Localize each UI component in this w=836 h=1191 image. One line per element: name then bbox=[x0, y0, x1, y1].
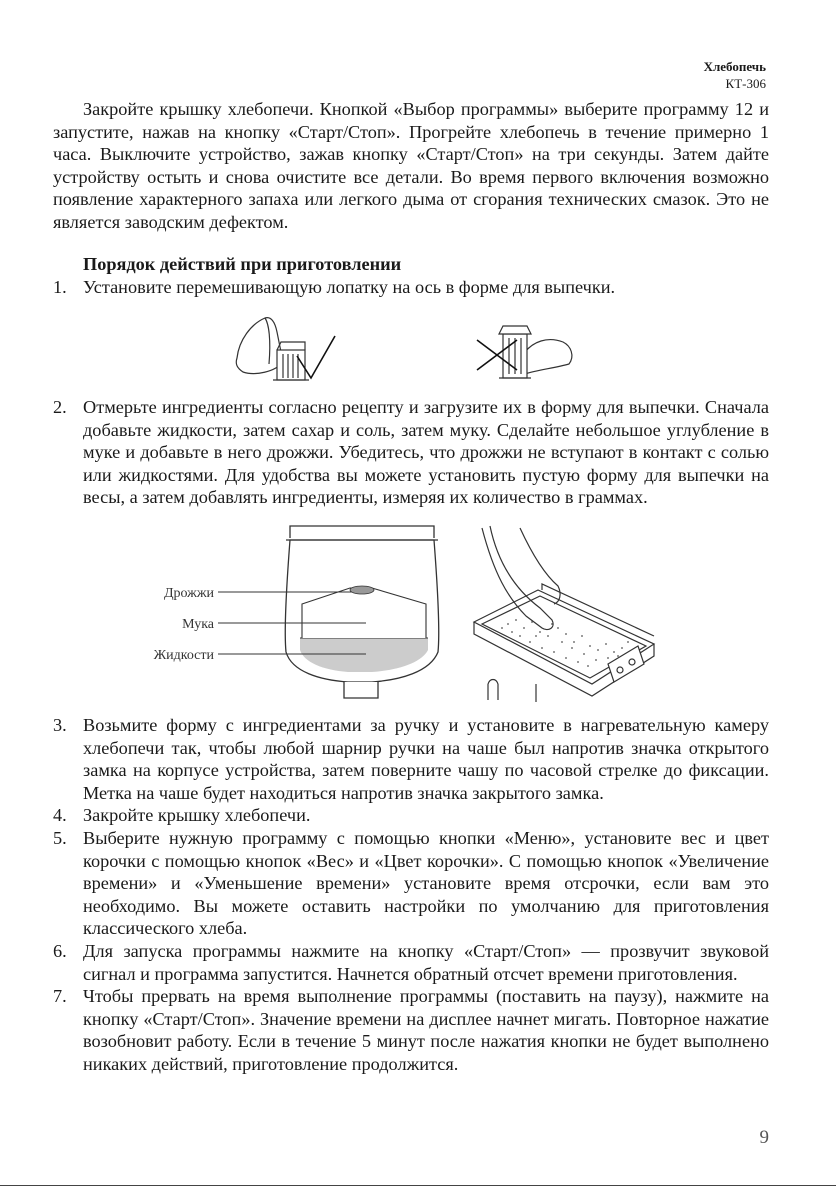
paddle-illustration bbox=[225, 312, 585, 394]
step-number: 6. bbox=[53, 941, 67, 961]
step-number: 5. bbox=[53, 828, 67, 848]
paddle-correct-figure bbox=[236, 318, 309, 380]
bottom-rule bbox=[0, 1185, 836, 1186]
yeast-mound bbox=[350, 586, 374, 594]
step-text: Отмерьте ингредиенты согласно рецепту и загрузите их в форму для выпечки. Сначала добавьте жидкости, затем сахар и соль, затем муку. Сделайте небольшое углубление в муке и добавьте в него дрожжи. Убедитесь, что дрожжи не вступают в контакт с солью или жидкостями. Для удобства вы можете установить пустую форму для выпечки на весы, а затем добавлять ингредиенты, измеряя их количество в граммах. bbox=[83, 397, 769, 508]
paddle-wrong-figure bbox=[499, 326, 572, 378]
step-3 bbox=[53, 714, 769, 804]
step-4 bbox=[53, 804, 769, 827]
step-number: 1. bbox=[53, 277, 67, 297]
step-text: Чтобы прервать на время выполнение программы (поставить на паузу), нажмите на кнопку «Старт/Стоп». Значение времени на дисплее начнет мигать. Повторное нажатие возобновит работу. Если в течение 5 минут после нажатия кнопки не будет выполнено никаких действий, приготовление продолжится. bbox=[83, 986, 769, 1074]
step-2 bbox=[53, 396, 769, 509]
step-1 bbox=[53, 276, 769, 299]
label-yeast: Дрожжи bbox=[163, 586, 214, 601]
intro-paragraph: Закройте крышку хлебопечи. Кнопкой «Выбор программы» выберите программу 12 и запустите, нажав на кнопку «Старт/Стоп». Прогрейте хлебопечь в течение примерно 1 часа. Выключите устройство, зажав кнопку «Старт/Стоп» на три секунды. Затем дайте устройству остыть и снова очистите все детали. Во время первого включения возможно появление характерного запаха или легкого дыма от сгорания технических смазок. Это не является заводским дефектом. bbox=[53, 99, 769, 232]
step-text: Выберите нужную программу с помощью кнопки «Меню», установите вес и цвет корочки с помощью кнопок «Вес» и «Цвет корочки». С помощью кнопок «Увеличение времени» и «Уменьшение времени» установите время отсрочки, если вам это необходимо. Вы можете оставить настройки по умолчанию для приготовления классического хлеба. bbox=[83, 828, 769, 939]
page-header bbox=[704, 58, 766, 92]
step-text: Для запуска программы нажмите на кнопку «Старт/Стоп» — прозвучит звуковой сигнал и программа запустится. Начнется обратный отсчет времени приготовления. bbox=[83, 941, 769, 984]
section-heading: Порядок действий при приготовлении bbox=[83, 254, 402, 274]
step-text: Закройте крышку хлебопечи. bbox=[83, 805, 311, 825]
page-number: 9 bbox=[759, 1127, 769, 1148]
step-6 bbox=[53, 940, 769, 985]
step-5 bbox=[53, 827, 769, 940]
step-text: Возьмите форму с ингредиентами за ручку и установите в нагревательную камеру хлебопечи так, чтобы любой шарнир ручки на чаше был напротив значка открытого замка на корпусе устройства, затем поверните чашу по часовой стрелке до фиксации. Метка на чаше будет находиться напротив значка закрытого замка. bbox=[83, 715, 769, 803]
step-number: 4. bbox=[53, 805, 67, 825]
step-number: 2. bbox=[53, 397, 67, 417]
step-number: 7. bbox=[53, 986, 67, 1006]
pan-handle bbox=[290, 526, 434, 538]
label-flour: Мука bbox=[182, 617, 214, 632]
label-liquids: Жидкости bbox=[153, 648, 214, 663]
step-text: Установите перемешивающую лопатку на ось в форме для выпечки. bbox=[83, 277, 616, 297]
hand-flour-illustration bbox=[468, 524, 658, 702]
step-7 bbox=[53, 985, 769, 1075]
header-title: Хлебопечь bbox=[703, 59, 766, 74]
header-model: КТ-306 bbox=[725, 76, 766, 91]
bread-pan-diagram bbox=[140, 522, 470, 702]
step-number: 3. bbox=[53, 715, 67, 735]
